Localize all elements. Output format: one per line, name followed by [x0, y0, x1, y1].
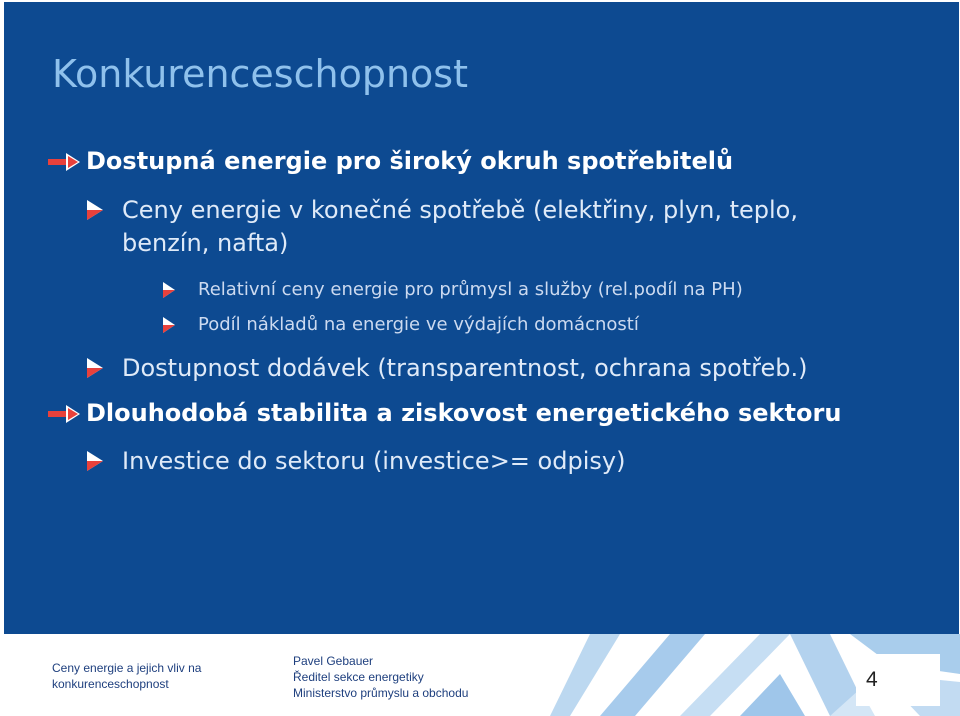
- red-arrow-icon: [48, 151, 82, 173]
- bullet-ceny-energie-line2: benzín, nafta): [122, 229, 289, 257]
- red-arrow-icon: [48, 403, 82, 425]
- footer-presentation-title-line2: konkurenceschopnost: [52, 677, 169, 691]
- footer-author-org: Ministerstvo průmyslu a obchodu: [293, 686, 469, 700]
- bullet-dostupna-energie: Dostupná energie pro široký okruh spotřebitelů: [86, 147, 734, 175]
- bullet-ceny-energie: [122, 194, 798, 260]
- footer-author-role: Ředitel sekce energetiky: [293, 670, 424, 684]
- chevron-bullet-icon: [162, 281, 176, 299]
- bullet-dlouhodoba-stabilita: Dlouhodobá stabilita a ziskovost energetického sektoru: [86, 399, 842, 427]
- page-number: 4: [866, 668, 878, 691]
- bullet-relativni-ceny: Relativní ceny energie pro průmysl a služby (rel.podíl na PH): [198, 279, 743, 300]
- chevron-bullet-icon: [162, 316, 176, 334]
- footer-presentation-title: [52, 660, 201, 692]
- bullet-podil-nakladu: Podíl nákladů na energie ve výdajích domácností: [198, 314, 639, 335]
- decorative-shapes: [530, 634, 960, 716]
- footer-author: [293, 653, 468, 701]
- chevron-bullet-icon: [86, 199, 104, 221]
- footer-presentation-title-line1: Ceny energie a jejich vliv na: [52, 661, 202, 675]
- bullet-ceny-energie-line1: Ceny energie v konečné spotřebě (elektřiny, plyn, teplo,: [122, 196, 798, 224]
- chevron-bullet-icon: [86, 357, 104, 379]
- footer-author-name: Pavel Gebauer: [293, 654, 374, 668]
- slide-title: Konkurenceschopnost: [52, 52, 468, 96]
- bullet-investice: Investice do sektoru (investice>= odpisy): [122, 447, 626, 475]
- chevron-bullet-icon: [86, 450, 104, 472]
- bullet-dostupnost-dodavek: Dostupnost dodávek (transparentnost, ochrana spotřeb.): [122, 354, 808, 382]
